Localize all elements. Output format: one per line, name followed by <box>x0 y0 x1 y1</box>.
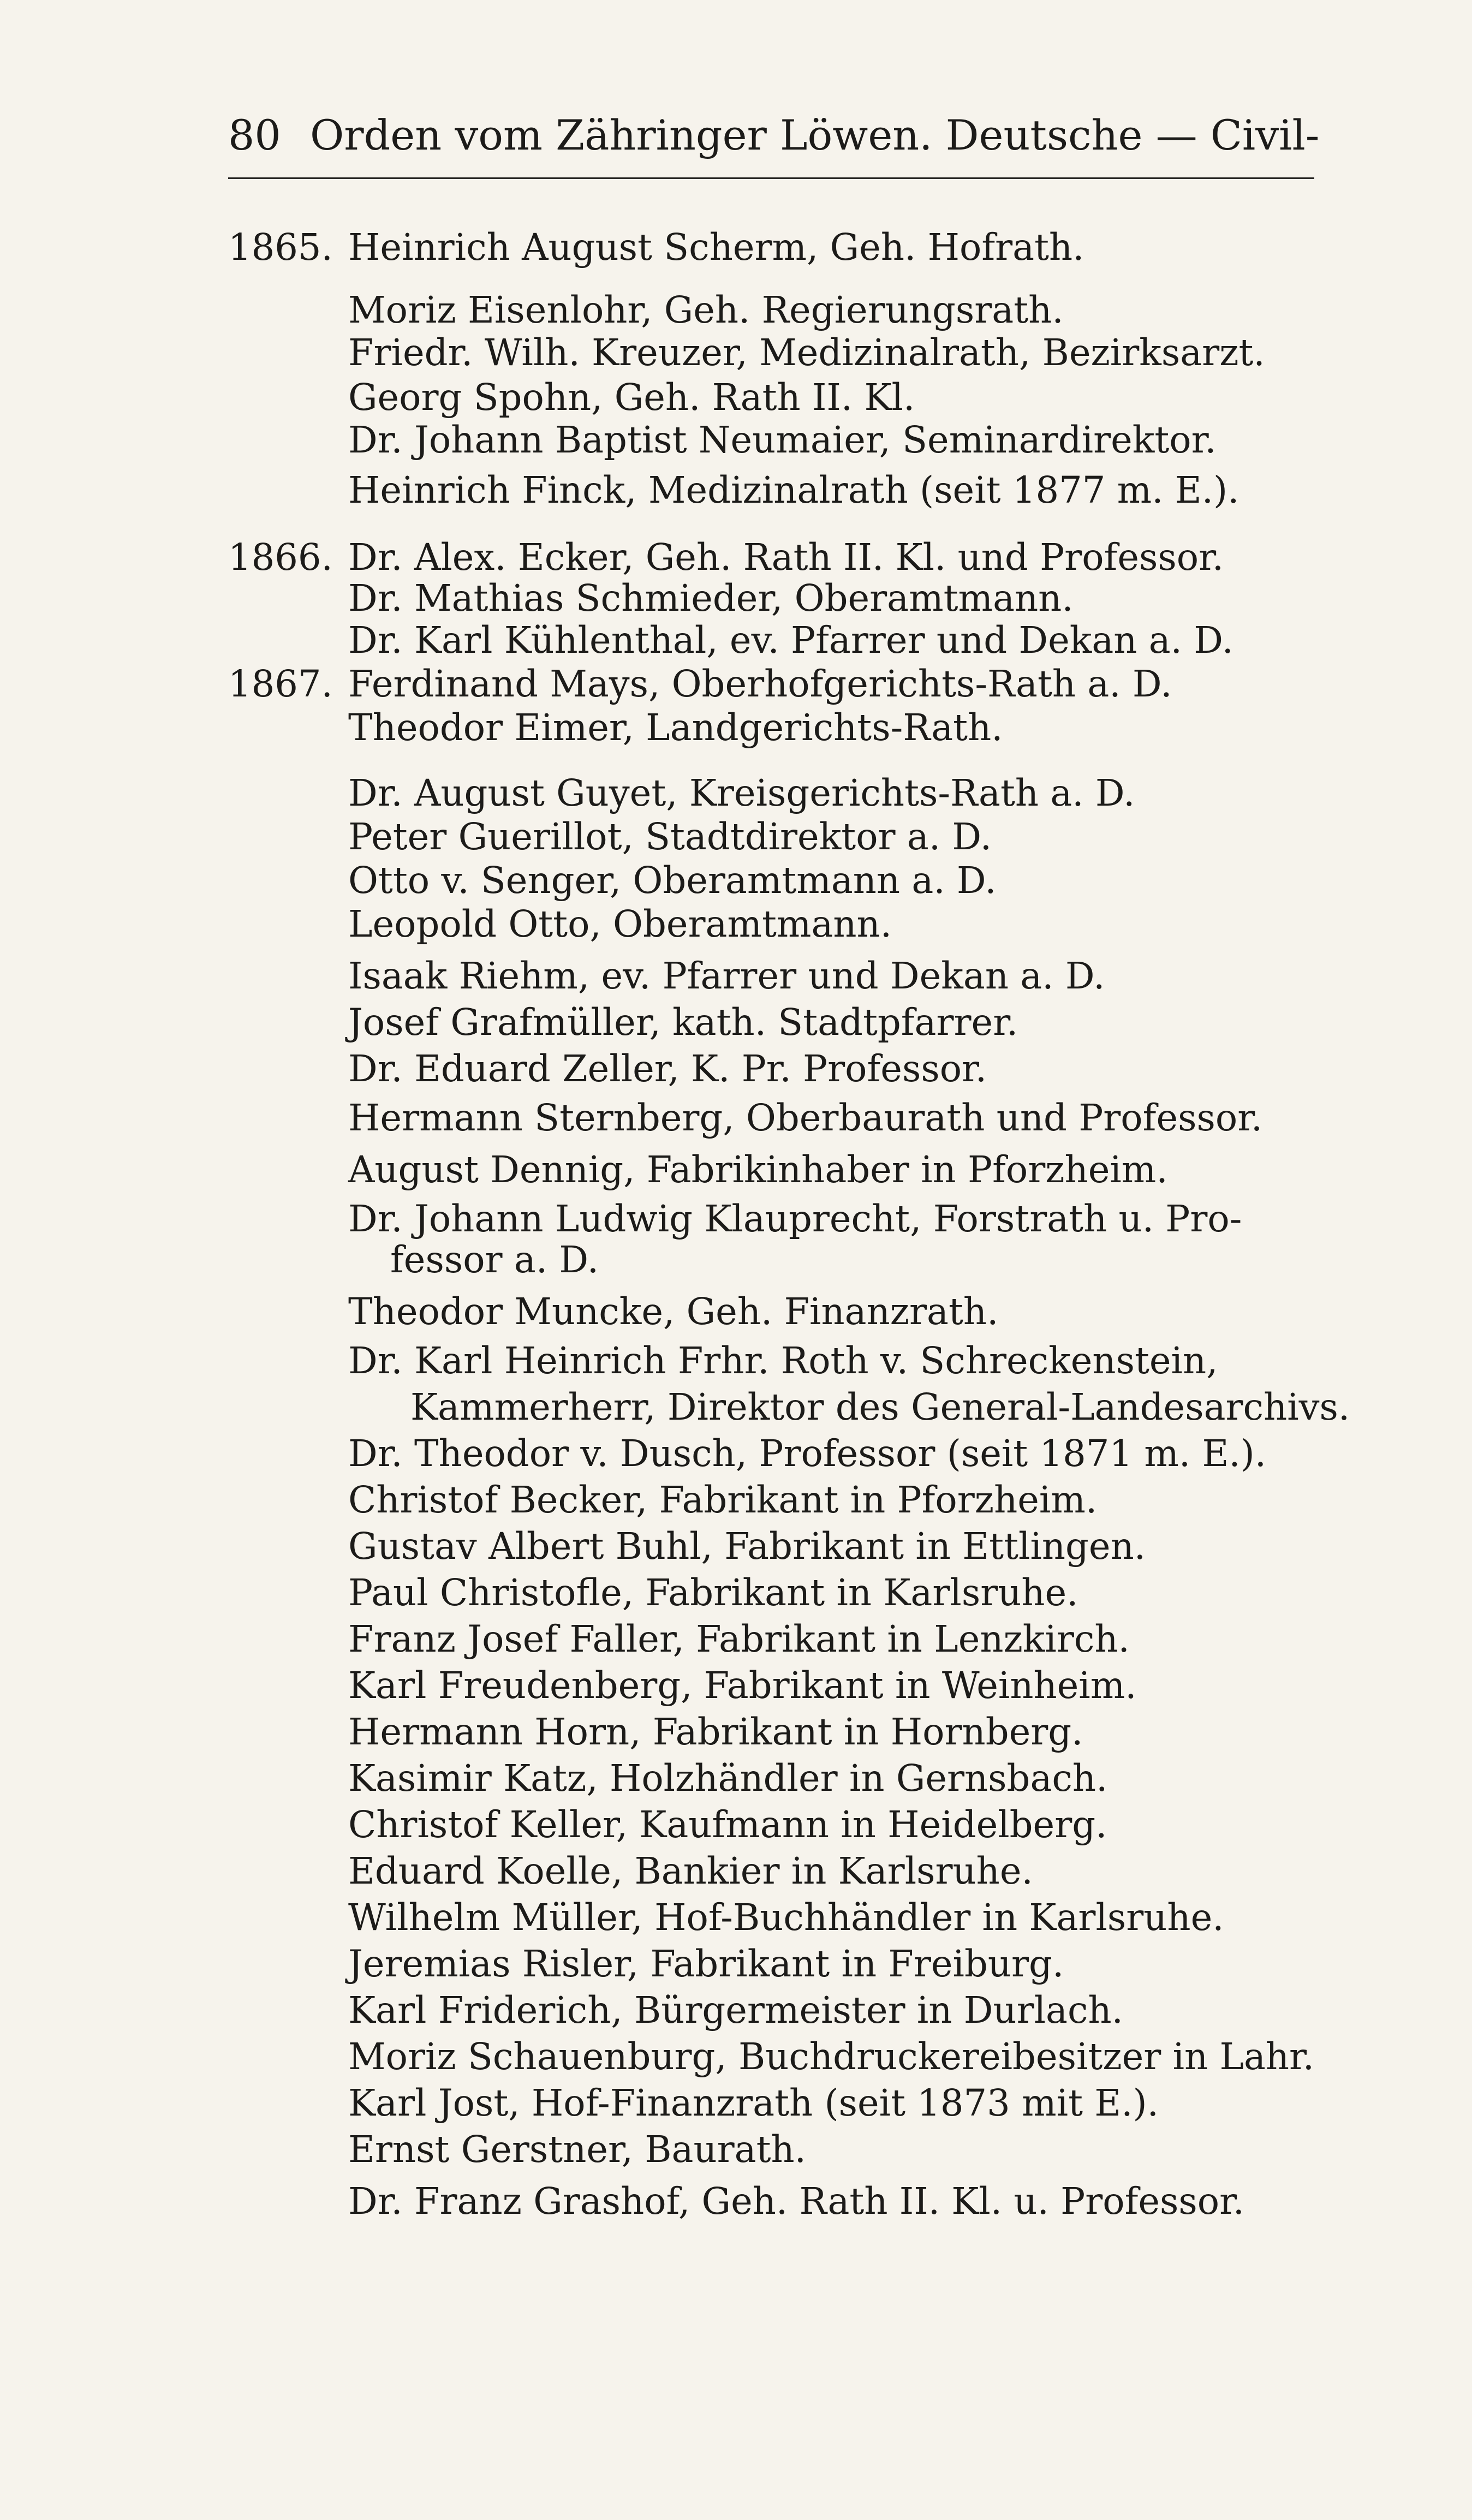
entry-line: Paul Christofle, Fabrikant in Karlsruhe. <box>348 1571 1078 1614</box>
entry-line: Dr. Karl Heinrich Frhr. Roth v. Schreckenstein, <box>348 1339 1218 1382</box>
year-1865: 1865. <box>228 226 333 269</box>
entry-line: Josef Grafmüller, kath. Stadtpfarrer. <box>348 1001 1018 1044</box>
entry-line: Ferdinand Mays, Oberhofgerichts-Rath a. D. <box>348 663 1172 705</box>
entry-line: Christof Keller, Kaufmann in Heidelberg. <box>348 1803 1107 1846</box>
year-1866: 1866. <box>228 536 333 579</box>
entry-line: Moriz Schauenburg, Buchdruckereibesitzer in Lahr. <box>348 2035 1315 2078</box>
entry-line: Karl Freudenberg, Fabrikant in Weinheim. <box>348 1664 1137 1707</box>
entry-line: Dr. Karl Kühlenthal, ev. Pfarrer und Dekan a. D. <box>348 619 1233 662</box>
entry-line: Hermann Horn, Fabrikant in Hornberg. <box>348 1711 1083 1753</box>
entry-line: Otto v. Senger, Oberamtmann a. D. <box>348 859 997 902</box>
entry-line: Dr. Theodor v. Dusch, Professor (seit 1871 m. E.). <box>348 1432 1267 1475</box>
entry-line: Wilhelm Müller, Hof-Buchhändler in Karlsruhe. <box>348 1896 1224 1939</box>
year-1867: 1867. <box>228 663 333 705</box>
entry-line: Hermann Sternberg, Oberbaurath und Professor. <box>348 1097 1263 1139</box>
entry-line: Dr. Johann Ludwig Klauprecht, Forstrath u. Pro- <box>348 1198 1242 1240</box>
entry-line: Christof Becker, Fabrikant in Pforzheim. <box>348 1479 1098 1521</box>
entry-line: Gustav Albert Buhl, Fabrikant in Ettlingen. <box>348 1525 1146 1568</box>
page-number: 80 <box>228 111 281 159</box>
entry-line: Jeremias Risler, Fabrikant in Freiburg. <box>348 1943 1064 1985</box>
entry-line: Moriz Eisenlohr, Geh. Regierungsrath. <box>348 289 1064 331</box>
entry-line: Theodor Eimer, Landgerichts-Rath. <box>348 706 1003 749</box>
entry-line: Dr. Alex. Ecker, Geh. Rath II. Kl. und Professor. <box>348 536 1224 579</box>
entry-line: Kasimir Katz, Holzhändler in Gernsbach. <box>348 1757 1108 1800</box>
entry-line: Franz Josef Faller, Fabrikant in Lenzkirch. <box>348 1618 1130 1660</box>
entry-line: Leopold Otto, Oberamtmann. <box>348 903 892 945</box>
entry-line: Karl Jost, Hof-Finanzrath (seit 1873 mit E.). <box>348 2082 1159 2124</box>
entry-line: Isaak Riehm, ev. Pfarrer und Dekan a. D. <box>348 955 1105 997</box>
entry-line: Karl Friderich, Bürgermeister in Durlach. <box>348 1989 1123 2032</box>
entry-line: Dr. Franz Grashof, Geh. Rath II. Kl. u. Professor. <box>348 2180 1245 2223</box>
entry-line: Peter Guerillot, Stadtdirektor a. D. <box>348 815 992 858</box>
entry-line: fessor a. D. <box>390 1238 599 1281</box>
entry-line: Dr. Johann Baptist Neumaier, Seminardirektor. <box>348 419 1217 461</box>
entry-line: Georg Spohn, Geh. Rath II. Kl. <box>348 376 915 419</box>
entry-line: Heinrich Finck, Medizinalrath (seit 1877 m. E.). <box>348 469 1239 511</box>
entry-line: Dr. Eduard Zeller, K. Pr. Professor. <box>348 1047 987 1090</box>
entry-line: Heinrich August Scherm, Geh. Hofrath. <box>348 226 1084 269</box>
entry-line: Kammerherr, Direktor des General-Landesarchivs. <box>410 1386 1350 1428</box>
entry-line: Theodor Muncke, Geh. Finanzrath. <box>348 1290 999 1333</box>
entry-line: August Dennig, Fabrikinhaber in Pforzheim. <box>348 1148 1168 1191</box>
running-title: Orden vom Zähringer Löwen. Deutsche — Civil- <box>310 111 1320 159</box>
entry-line: Ernst Gerstner, Baurath. <box>348 2128 806 2171</box>
entry-line: Dr. Mathias Schmieder, Oberamtmann. <box>348 577 1074 619</box>
entry-line: Eduard Koelle, Bankier in Karlsruhe. <box>348 1850 1033 1892</box>
entry-line: Friedr. Wilh. Kreuzer, Medizinalrath, Bezirksarzt. <box>348 331 1265 374</box>
entry-line: Dr. August Guyet, Kreisgerichts-Rath a. D. <box>348 772 1135 814</box>
